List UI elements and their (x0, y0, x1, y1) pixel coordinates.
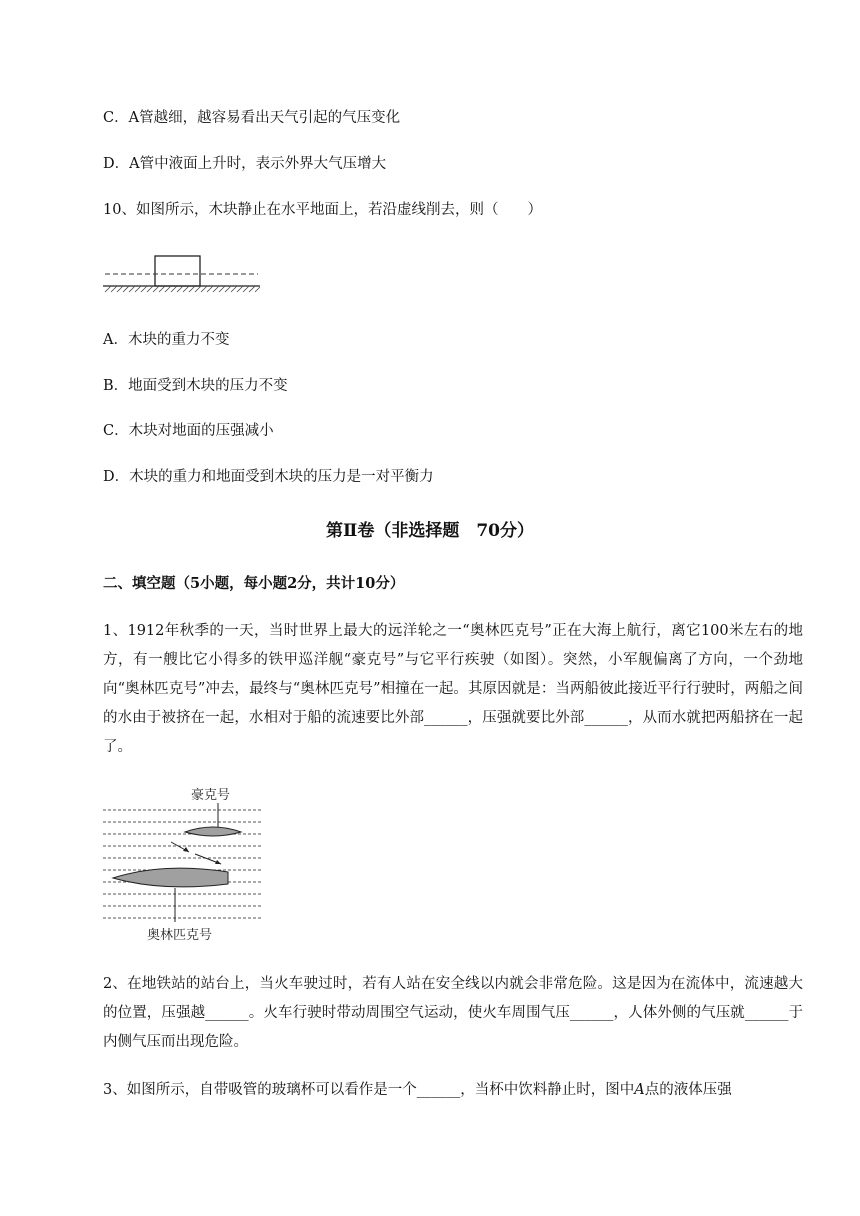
q10-option-b: B．地面受到木块的压力不变 (103, 378, 288, 394)
q3-text-before: 3、如图所示，自带吸管的玻璃杯可以看作是一个______，当杯中饮料静止时，图中 (103, 1082, 635, 1098)
q3-variable-a: A (634, 1082, 645, 1098)
olympic-ship (113, 868, 228, 887)
q9-option-c: C．A管越细，越容易看出天气引起的气压变化 (103, 110, 401, 126)
fill-in-section-heading: 二、填空题（5小题，每小题2分，共计10分） (103, 575, 405, 592)
q10-option-d: D．木块的重力和地面受到木块的压力是一对平衡力 (103, 469, 434, 485)
wood-block-diagram (103, 254, 263, 296)
q10-stem: 10、如图所示，木块静止在水平地面上，若沿虚线削去，则（ ） (103, 202, 542, 218)
q10-option-c: C．木块对地面的压强减小 (103, 423, 274, 439)
ships-diagram (103, 784, 263, 944)
q3-text-after: 点的液体压强 (644, 1082, 732, 1098)
ships-figure (103, 784, 263, 944)
water-lines (103, 810, 261, 918)
q10-option-a: A．木块的重力不变 (103, 332, 230, 348)
q9-option-d: D．A管中液面上升时，表示外界大气压增大 (103, 156, 387, 172)
q3-text (103, 1080, 732, 1100)
hawke-label: 豪克号 (191, 788, 231, 803)
hawke-ship (185, 827, 241, 836)
q1-text: 1、1912年秋季的一天，当时世界上最大的远洋轮之一“奥林匹克号”正在大海上航行，离它100米左右的地方，有一艘比它小得多的铁甲巡洋舰“豪克号”与它平行疾驶（如图）。突然，小军舰偏离了方向，一个劲地向“奥林匹克号”冲去，最终与“奥林匹克号”相撞在一起。其原因就是：当两船彼此接近平行行驶时，两船之间的水由于被挤在一起，水相对于船的流速要比外部______，压强就要比外部______，从而水就把两船挤在一起了。 (103, 623, 803, 755)
part2-title: 第Ⅱ卷（非选择题 70分） (326, 521, 534, 541)
wood-block-figure (103, 254, 263, 296)
ground-hatching (105, 286, 260, 292)
olympic-label: 奥林匹克号 (147, 928, 213, 943)
q2-text: 2、在地铁站的站台上，当火车驶过时，若有人站在安全线以内就会非常危险。这是因为在流体中，流速越大的位置，压强越______。火车行驶时带动周围空气运动，使火车周围气压______，人体外侧的气压就______于内侧气压而出现危险。 (103, 976, 803, 1050)
wood-block (155, 256, 200, 286)
